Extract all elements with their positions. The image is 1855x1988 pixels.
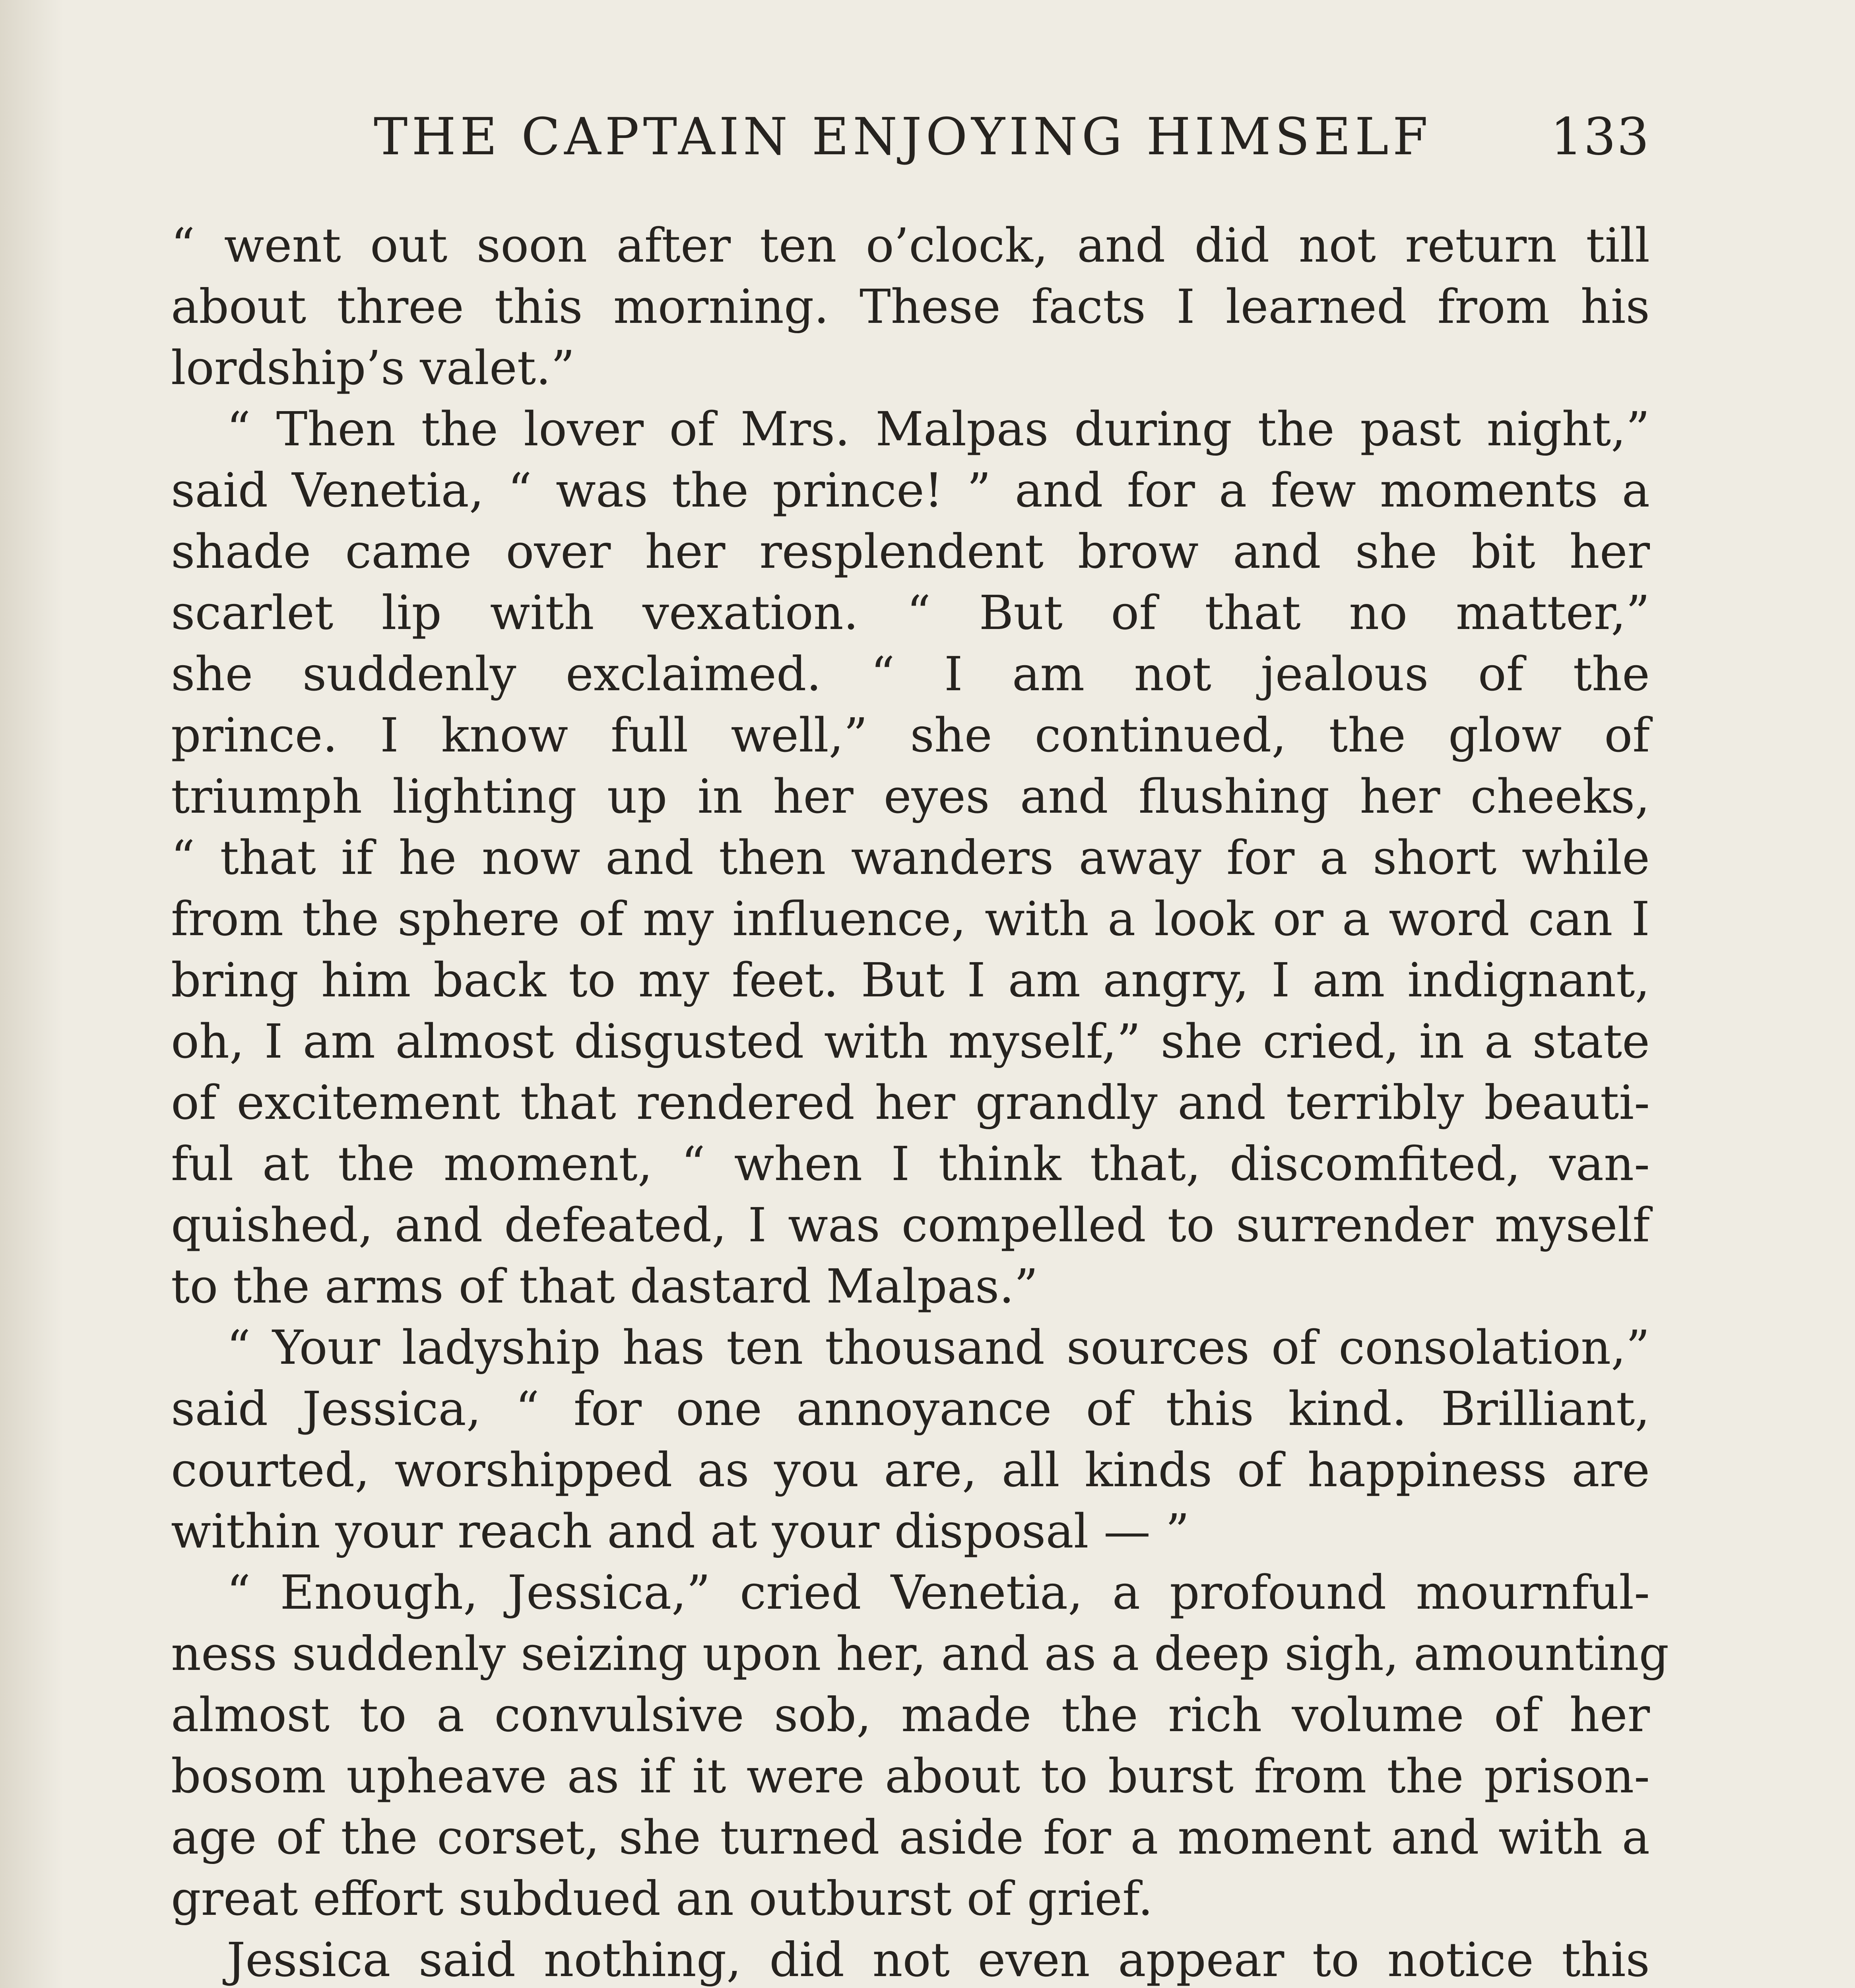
text-line: about three this morning. These facts I learned from his: [171, 279, 1650, 334]
text-line: bosom upheave as if it were about to burst from the prison-: [171, 1749, 1650, 1804]
text-line: ness suddenly seizing upon her, and as a deep sigh, amounting: [171, 1626, 1669, 1681]
text-line: quished, and defeated, I was compelled to surrender myself: [171, 1198, 1650, 1252]
text-line: said Venetia, “ was the prince! ” and for a few moments a: [171, 463, 1650, 518]
text-line: lordship’s valet.”: [171, 340, 575, 395]
text-line: of excitement that rendered her grandly and terribly beauti-: [171, 1075, 1650, 1130]
text-line: “ Then the lover of Mrs. Malpas during the past night,”: [227, 402, 1650, 456]
text-line: within your reach and at your disposal — ”: [171, 1504, 1189, 1559]
text-line: to the arms of that dastard Malpas.”: [171, 1259, 1038, 1314]
text-line: she suddenly exclaimed. “ I am not jealous of the: [171, 646, 1650, 701]
text-line: from the sphere of my influence, with a look or a word can I: [171, 891, 1650, 946]
body-text: [171, 215, 1669, 1988]
text-line: courted, worshipped as you are, all kinds of happiness are: [171, 1442, 1650, 1497]
text-line: scarlet lip with vexation. “ But of that no matter,”: [171, 585, 1650, 640]
page-gutter-shadow: [0, 0, 64, 1988]
text-line: “ went out soon after ten o’clock, and did not return till: [171, 218, 1650, 273]
running-header: [374, 107, 1650, 179]
text-line: shade came over her resplendent brow and she bit her: [171, 524, 1650, 579]
text-line: great effort subdued an outburst of grief.: [171, 1871, 1153, 1926]
page-number: 133: [1550, 107, 1650, 167]
text-line: almost to a convulsive sob, made the rich volume of her: [171, 1687, 1650, 1742]
text-line: “ Enough, Jessica,” cried Venetia, a profound mournful-: [227, 1565, 1650, 1620]
running-title: THE CAPTAIN ENJOYING HIMSELF: [374, 107, 1432, 167]
text-line: Jessica said nothing, did not even appear to notice this: [227, 1932, 1650, 1987]
text-line: ful at the moment, “ when I think that, discomfited, van-: [171, 1136, 1650, 1191]
text-line: bring him back to my feet. But I am angry, I am indignant,: [171, 953, 1650, 1008]
text-line: triumph lighting up in her eyes and flushing her cheeks,: [171, 769, 1650, 824]
text-line: age of the corset, she turned aside for a moment and with a: [171, 1810, 1650, 1865]
text-line: “ that if he now and then wanders away for a short while: [171, 830, 1650, 885]
text-line: prince. I know full well,” she continued, the glow of: [171, 708, 1650, 763]
text-line: said Jessica, “ for one annoyance of this kind. Brilliant,: [171, 1381, 1650, 1436]
text-line: oh, I am almost disgusted with myself,” she cried, in a state: [171, 1014, 1650, 1069]
text-line: “ Your ladyship has ten thousand sources of consolation,”: [227, 1320, 1650, 1375]
